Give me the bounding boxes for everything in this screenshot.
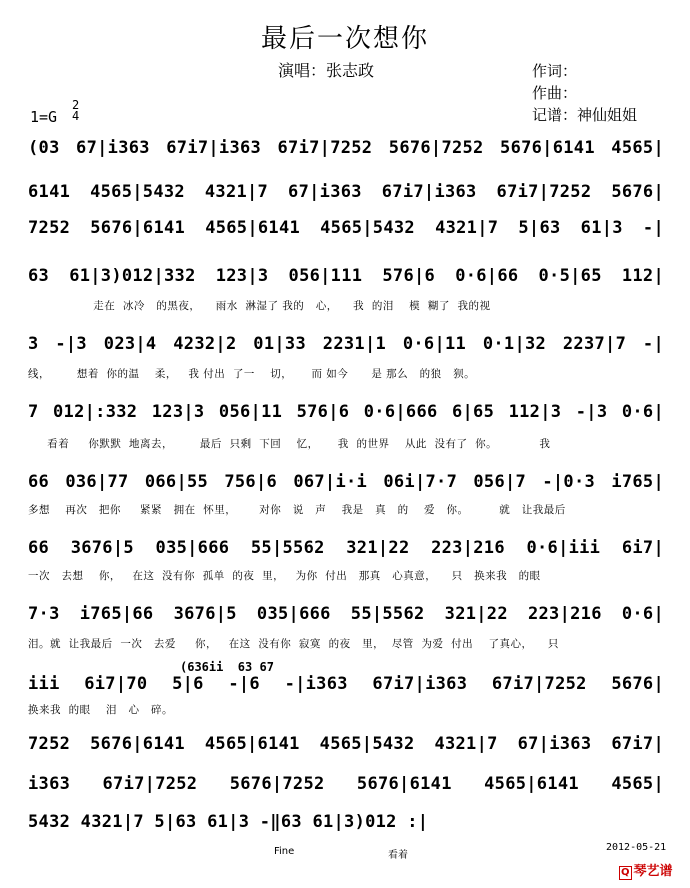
site-logo	[619, 860, 673, 880]
grace-notes: (636ii 63 67	[180, 660, 274, 674]
score-row-2: 6141 4565|5432 4321|7 67|i363 67i7|i363 67i7|7252 5676|	[28, 182, 664, 202]
date-stamp: 2012-05-21	[606, 842, 667, 853]
lyric-row-4: 走在 冰冷 的黑夜， 雨水 淋湿了 我的 心， 我 的泪 模 糊了 我的视	[28, 300, 491, 312]
time-signature-bottom: 4	[72, 109, 80, 123]
time-signature-top: 2	[72, 98, 80, 112]
transcriber-credit: 记谱：神仙姐姐	[532, 106, 638, 124]
lyric-row-10: 换来我 的眼 泪 心 碎。	[28, 704, 174, 716]
time-signature	[72, 100, 79, 122]
fine-mark: Fine	[274, 846, 295, 857]
lyric-row-5: 线， 想着 你的温 柔， 我 付出 了一 切， 而 如今 是 那么 的狼 狈。	[28, 368, 476, 380]
score-row-1: (03 67|i363 67i7|i363 67i7|7252 5676|7252 5676|6141 4565|	[28, 138, 664, 158]
score-row-11: 7252 5676|6141 4565|6141 4565|5432 4321|7 67|i363 67i7|	[28, 734, 664, 754]
score-row-9: 7·3 i765|66 3676|5 035|666 55|5562 321|22 223|216 0·6|	[28, 604, 664, 624]
composer-credit: 作曲：	[532, 84, 578, 102]
score-row-5: 3 -|3 023|4 4232|2 01|33 2231|1 0·6|11 0·1|32 2237|7 -|	[28, 334, 664, 354]
score-row-8: 66 3676|5 035|666 55|5562 321|22 223|216 0·6|iii 6i7|	[28, 538, 664, 558]
logo-text: 琴艺谱	[633, 864, 673, 879]
logo-icon: Q	[621, 867, 630, 878]
lyric-row-7: 多想 再次 把你 紧紧 拥在 怀里， 对你 说 声 我是 真 的 爱 你。 就 让我最后	[28, 504, 566, 516]
score-row-3: 7252 5676|6141 4565|6141 4565|5432 4321|7 5|63 61|3 -|	[28, 218, 664, 238]
song-title: 最后一次想你	[260, 24, 429, 54]
lyric-row-8: 一次 去想 你， 在这 没有你 孤单 的夜 里， 为你 付出 那真 心真意， 只 换来我 的眼	[28, 570, 541, 582]
score-row-10: iii 6i7|70 5|6 -|6 -|i363 67i7|i363 67i7|7252 5676|	[28, 674, 664, 694]
lyric-row-9: 泪。就 让我最后 一次 去爱 你， 在这 没有你 寂寞 的夜 里， 尽管 为爱 付出 了真心， 只	[28, 638, 559, 650]
score-row-6: 7 012|:332 123|3 056|11 576|6 0·6|666 6|65 112|3 -|3 0·6|	[28, 402, 664, 422]
singer-credit: 演唱：张志政	[278, 61, 375, 80]
score-row-7: 66 036|77 066|55 756|6 067|i·i 06i|7·7 056|7 -|0·3 i765|	[28, 472, 664, 492]
score-row-12: i363 67i7|7252 5676|7252 5676|6141 4565|6141 4565|	[28, 774, 664, 794]
lyric-row-6: 看着 你默默 地离去， 最后 只剩 下回 忆， 我 的世界 从此 没有了 你。 我	[28, 438, 551, 450]
score-row-13: 5432 4321|7 5|63 61|3 -‖63 61|3)012 :|	[28, 812, 429, 832]
score-row-4: 63 61|3)012|332 123|3 056|111 576|6 0·6|66 0·5|65 112|	[28, 266, 664, 286]
ending-lyric: 看着	[388, 850, 408, 861]
key-signature: 1=G	[30, 108, 58, 126]
lyricist-credit: 作词：	[532, 62, 578, 80]
